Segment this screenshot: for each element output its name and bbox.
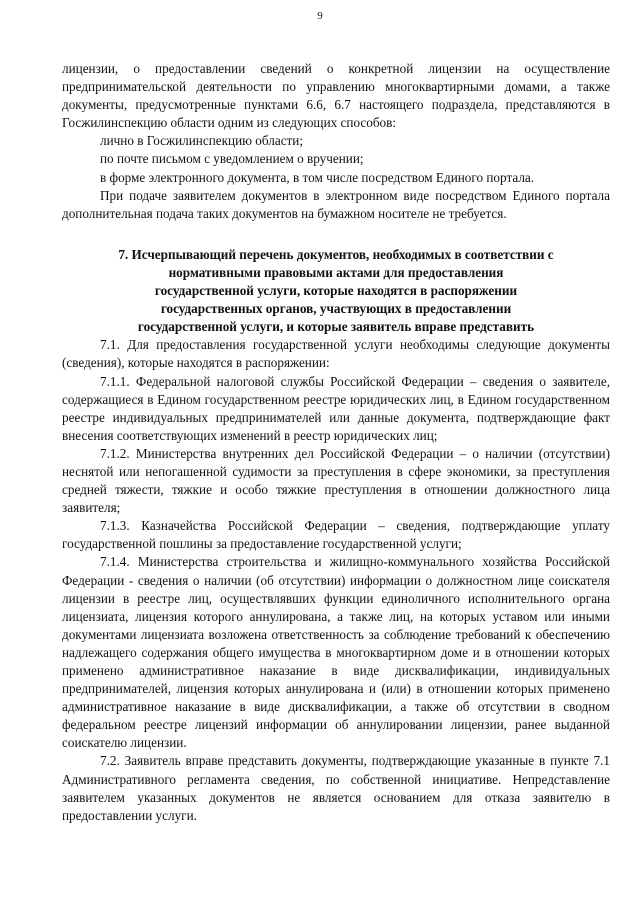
clause-7-2: 7.2. Заявитель вправе представить документы, подтверждающие указанные в пункте 7.1 Административного регламента сведения, по собственной инициативе. Непредставление заявителем указанных документов не является основанием для отказа заявителю в предоставлении услуги. [62, 753, 610, 823]
intro-paragraph: лицензии, о предоставлении сведений о конкретной лицензии на осуществление предпринимательской деятельности по управлению многоквартирными домами, а также документы, предусмотренные пунктами 6.6, 6.7 настоящего подраздела, представляются в Госжилинспекцию области одним из следующих способов: [62, 61, 610, 131]
electronic-submission-note: При подаче заявителем документов в электронном виде посредством Единого портала дополнительная подача таких документов на бумажном носителе не требуется. [62, 187, 610, 221]
clause-7-1: 7.1. Для предоставления государственной услуги необходимы следующие документы (сведения), которые находятся в распоряжении: [62, 337, 610, 371]
method-item-in-person: лично в Госжилинспекцию области; [100, 133, 304, 149]
clause-7-1-3: 7.1.3. Казначейства Российской Федерации – сведения, подтверждающие уплату государственной пошлины за предоставление государственной услуги; [62, 518, 610, 552]
clause-7-1-4: 7.1.4. Министерства строительства и жилищно-коммунального хозяйства Российской Федерации - сведения о наличии (об отсутствии) информации о должностном лице соискателя лицензии в реестре лиц, осуществлявших функции единоличного исполнительного органа лицензиата, лицензия которого аннулирована, а также лиц, на которых уставом или иными документами лицензиата возложена ответственность за соблюдение требований к обеспечению надлежащего содержания общего имущества в многоквартирном доме и в отношении которых применено административное наказание в виде дисквалификации, индивидуальных предпринимателей, лицензия которых аннулирована и (или) в отношении которых применено административное наказание в виде дисквалификации, а также об отсутствии в сводном федеральном реестре лицензий информации об аннулировании лицензии, ранее выданной соискателю лицензии. [62, 554, 610, 751]
clause-7-1-1: 7.1.1. Федеральной налоговой службы Российской Федерации – сведения о заявителе, содержащиеся в Едином государственном реестре юридических лиц, в Едином государственном реестре индивидуальных предпринимателей или данные документа, подтверждающие факт внесения соответствующих изменений в реестр юридических лиц; [62, 373, 610, 443]
clause-7-1-2: 7.1.2. Министерства внутренних дел Российской Федерации – о наличии (отсутствии) неснятой или непогашенной судимости за преступления в сфере экономики, за преступления средней тяжести, тяжкие и особо тяжкие преступления в отношении должностного лица заявителя; [62, 445, 610, 516]
page-number: 9 [317, 10, 323, 22]
section-heading-line: государственной услуги, и которые заявитель вправе представить [137, 319, 535, 335]
section-7-heading [62, 246, 610, 336]
section-heading-line: государственных органов, участвующих в предоставлении [160, 301, 512, 317]
section-heading-line: государственной услуги, которые находятся в распоряжении [154, 283, 518, 299]
section-heading-line: 7. Исчерпывающий перечень документов, необходимых в соответствии с [118, 246, 554, 262]
document-body [62, 60, 610, 825]
method-item-mail: по почте письмом с уведомлением о вручении; [100, 151, 364, 167]
method-item-electronic: в форме электронного документа, в том числе посредством Единого портала. [100, 169, 535, 185]
section-heading-line: нормативными правовыми актами для предоставления [168, 264, 504, 280]
